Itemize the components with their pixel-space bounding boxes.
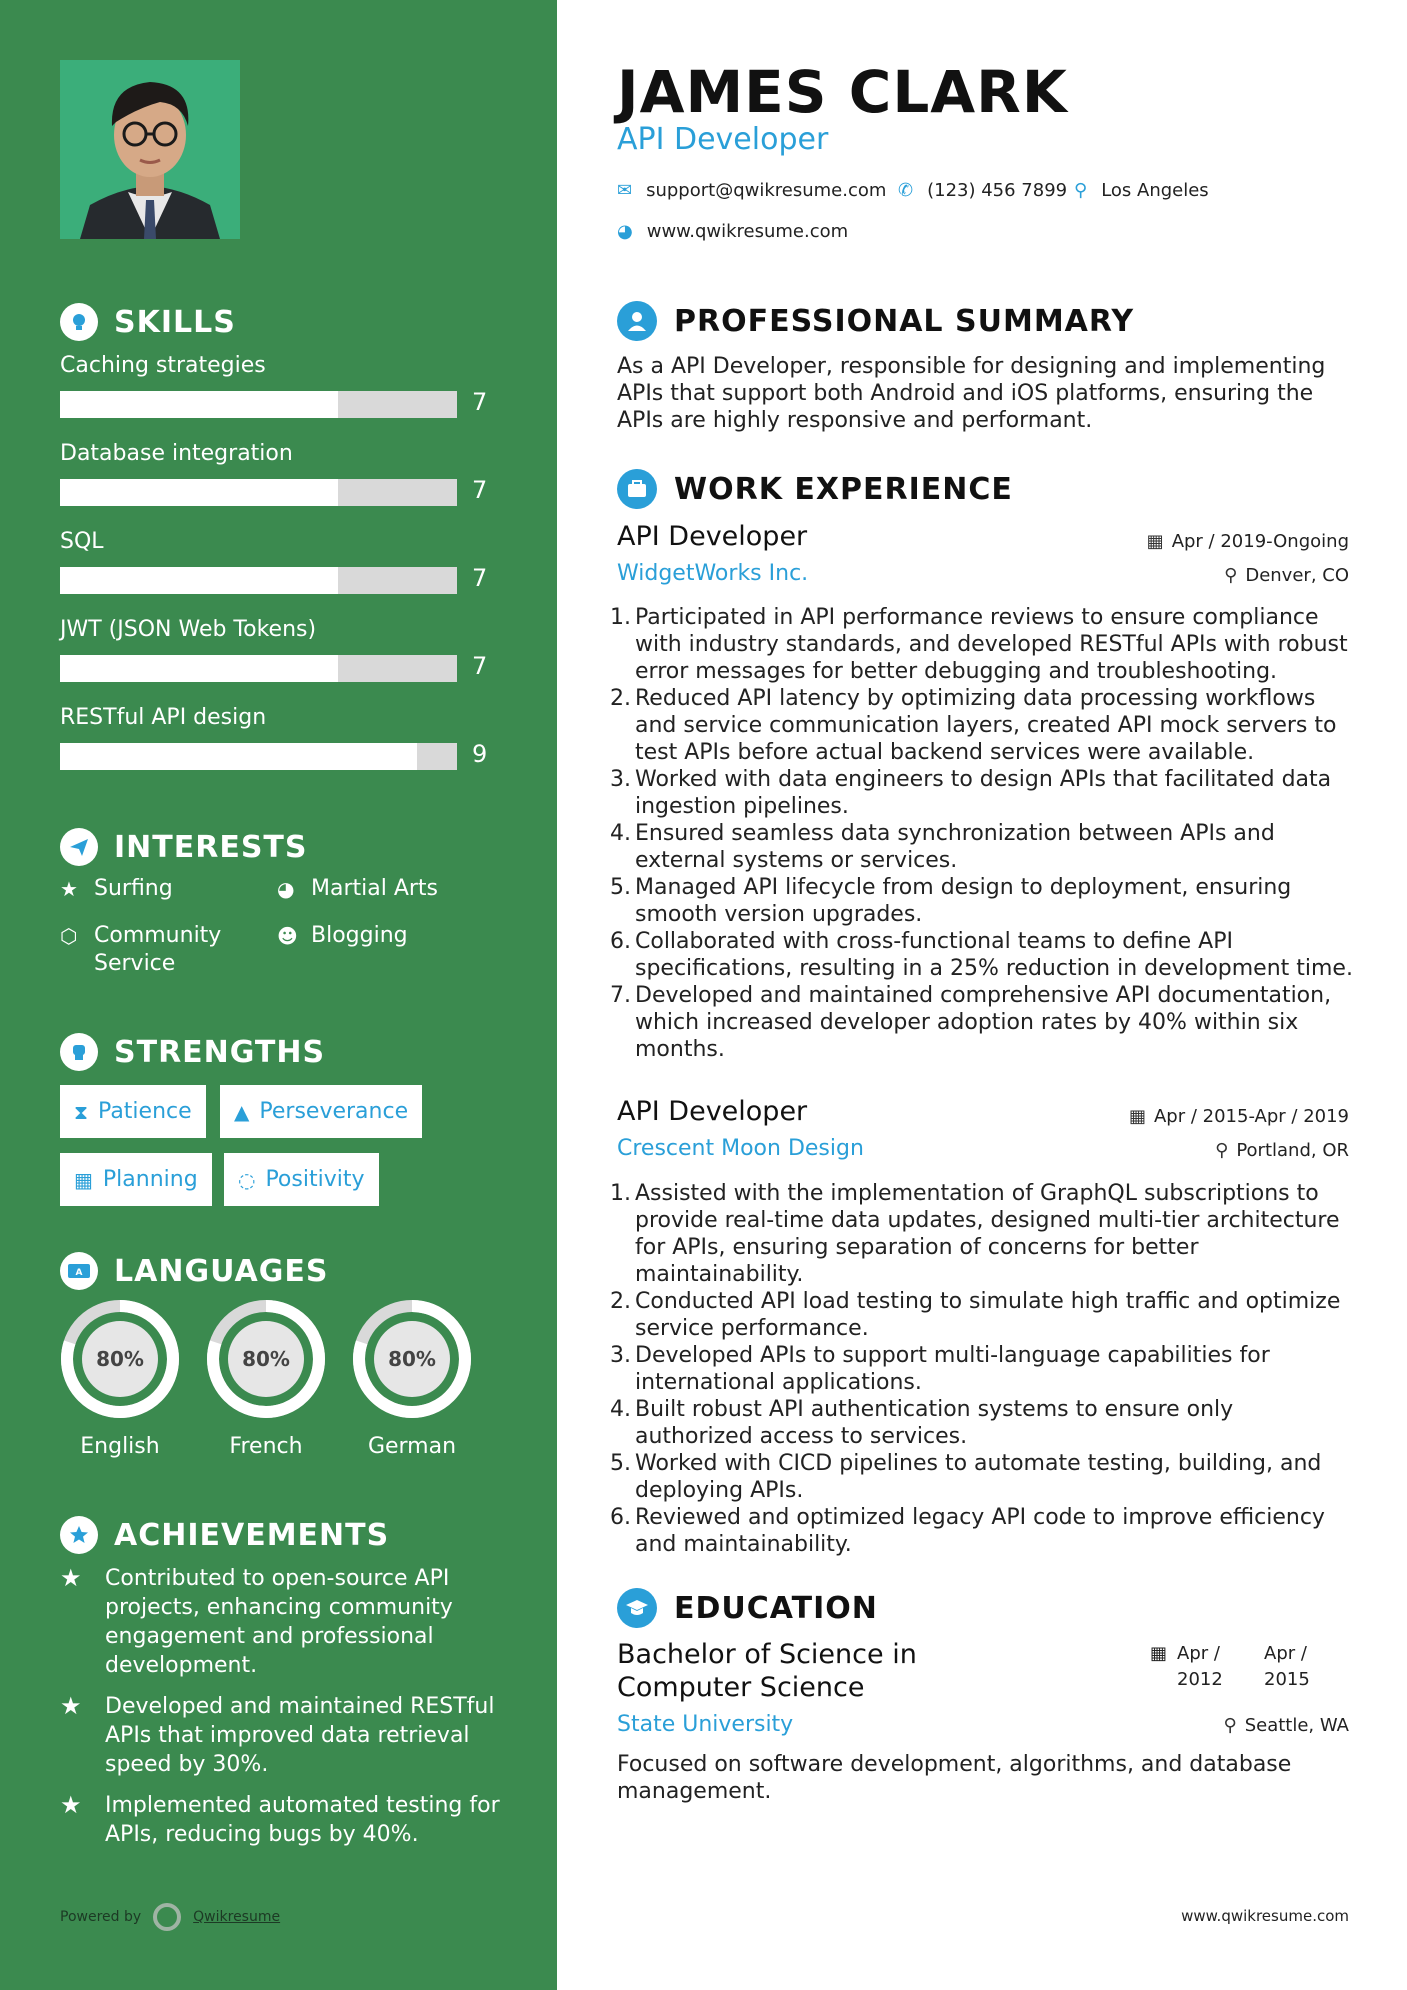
responsibility-item — [610, 874, 1355, 928]
language-percent: 80% — [96, 1347, 144, 1371]
skill-value: 7 — [472, 652, 488, 680]
item-number: 1. — [610, 1181, 631, 1206]
responsibility-item — [610, 604, 1355, 685]
responsibility-text: Reviewed and optimized legacy API code to improve efficiency and maintainability. — [635, 1505, 1325, 1557]
job-company: Crescent Moon Design — [617, 1136, 864, 1161]
globe-icon: ◕ — [277, 877, 295, 901]
qwikresume-logo-icon — [153, 1903, 181, 1931]
language-ring — [351, 1298, 473, 1420]
job-dates — [1129, 1106, 1349, 1127]
responsibility-item — [610, 685, 1355, 766]
contact-phone[interactable] — [898, 180, 1067, 201]
footer-website[interactable]: www.qwikresume.com — [1181, 1907, 1349, 1925]
powered-by — [60, 1903, 280, 1931]
location-text: Los Angeles — [1101, 180, 1209, 201]
map-pin-icon: ⚲ — [1224, 565, 1238, 586]
lightbulb-icon — [60, 303, 98, 341]
item-number: 2. — [610, 686, 631, 711]
strength-label: Planning — [102, 1167, 198, 1192]
language-name: French — [229, 1434, 303, 1459]
languages-heading — [60, 1250, 328, 1292]
achievements-title: ACHIEVEMENTS — [114, 1517, 390, 1553]
email-text: support@qwikresume.com — [646, 180, 887, 201]
interest-label: Blogging — [311, 923, 408, 948]
skill-bar — [60, 391, 457, 418]
responsibility-item — [610, 1450, 1355, 1504]
job-dates-text: Apr / 2019-Ongoing — [1171, 531, 1349, 552]
skills-title: SKILLS — [114, 304, 236, 340]
language-ring — [59, 1298, 181, 1420]
users-icon: ☻ — [277, 924, 298, 948]
item-number: 3. — [610, 767, 631, 792]
job-dates-text: Apr / 2015-Apr / 2019 — [1153, 1106, 1349, 1127]
skill-name: SQL — [60, 529, 104, 554]
paper-plane-icon — [60, 828, 98, 866]
education-school: State University — [617, 1712, 794, 1737]
skill-value: 7 — [472, 564, 488, 592]
responsibility-text: Collaborated with cross-functional teams to define API specifications, resulting in a 25% reduction in development time. — [635, 929, 1353, 981]
job-title: API Developer — [617, 1096, 808, 1127]
item-number: 5. — [610, 875, 631, 900]
achievements-heading — [60, 1514, 389, 1556]
interests-heading — [60, 826, 308, 868]
skills-heading — [60, 301, 236, 343]
item-number: 2. — [610, 1289, 631, 1314]
responsibility-text: Developed APIs to support multi-language capabilities for international applications. — [635, 1343, 1270, 1395]
responsibility-item — [610, 928, 1355, 982]
phone-text: (123) 456 7899 — [927, 180, 1068, 201]
job-title: API Developer — [617, 521, 808, 552]
shooting-star-icon: ★ — [60, 1791, 82, 1819]
strength-tag-positivity — [224, 1153, 379, 1206]
skill-name: Database integration — [60, 441, 293, 466]
responsibility-text: Reduced API latency by optimizing data processing workflows and service communication layers, created API mock servers to test APIs before actual backend services were available. — [635, 686, 1337, 765]
achievement-item — [60, 1692, 500, 1779]
language-percent: 80% — [388, 1347, 436, 1371]
powered-brand-link[interactable]: Qwikresume — [193, 1909, 281, 1925]
experience-heading — [617, 468, 1013, 510]
language-name: English — [80, 1434, 160, 1459]
candidate-name: JAMES CLARK — [617, 58, 1068, 126]
briefcase-icon — [617, 469, 657, 509]
shooting-star-icon: ★ — [60, 1692, 82, 1720]
item-number: 1. — [610, 605, 631, 630]
envelope-icon: ✉ — [617, 180, 633, 201]
job-responsibilities — [610, 1180, 1355, 1558]
job-dates — [1147, 531, 1349, 552]
sidebar — [0, 0, 557, 1990]
skill-bar-fill — [60, 479, 338, 506]
responsibility-text: Built robust API authentication systems to ensure only authorized access to services. — [635, 1397, 1234, 1449]
website-text: www.qwikresume.com — [646, 221, 849, 242]
summary-title: PROFESSIONAL SUMMARY — [674, 303, 1135, 339]
avatar — [60, 60, 240, 239]
language-name: German — [367, 1434, 457, 1459]
calendar-icon: ▦ — [74, 1167, 93, 1192]
responsibility-text: Developed and maintained comprehensive API documentation, which increased developer adoption rates by 40% within six months. — [635, 983, 1332, 1062]
interest-label: Community Service — [94, 923, 222, 976]
item-number: 3. — [610, 1343, 631, 1368]
skill-bar — [60, 655, 457, 682]
calendar-icon: ▦ — [1128, 1106, 1146, 1127]
strength-tag-patience — [60, 1085, 206, 1138]
responsibility-text: Assisted with the implementation of GraphQL subscriptions to provide real-time data updates, designed multi-tier architecture for APIs, ensuring separation of concerns for better maintainability. — [635, 1181, 1340, 1287]
circle-notch-icon: ◌ — [238, 1167, 256, 1192]
hourglass-icon: ⧗ — [74, 1099, 89, 1124]
skill-value: 7 — [472, 476, 488, 504]
summary-heading — [617, 300, 1134, 342]
interest-label: Surfing — [94, 876, 173, 901]
responsibility-text: Worked with data engineers to design APIs that facilitated data ingestion pipelines. — [635, 767, 1332, 819]
education-heading — [617, 1587, 878, 1629]
user-icon — [617, 301, 657, 341]
strength-tag-perseverance — [220, 1085, 422, 1138]
item-number: 4. — [610, 821, 631, 846]
education-description: Focused on software development, algorithms, and database management. — [617, 1752, 1292, 1804]
responsibility-text: Worked with CICD pipelines to automate testing, building, and deploying APIs. — [635, 1451, 1322, 1503]
job-location — [1224, 565, 1349, 586]
skill-bar-fill — [60, 567, 338, 594]
map-pin-icon: ⚲ — [1223, 1715, 1237, 1736]
language-ring — [205, 1298, 327, 1420]
education-title: EDUCATION — [674, 1590, 878, 1626]
profile-photo — [60, 60, 240, 239]
star-icon: ★ — [60, 877, 78, 901]
interest-label: Martial Arts — [311, 876, 439, 901]
contact-location — [1074, 180, 1209, 201]
job-company: WidgetWorks Inc. — [617, 561, 809, 586]
skill-bar-fill — [60, 743, 417, 770]
achievement-item — [60, 1791, 500, 1849]
interest-item-surfing — [60, 875, 173, 903]
powered-prefix: Powered by — [60, 1909, 142, 1925]
skill-bar — [60, 567, 457, 594]
responsibility-item — [610, 820, 1355, 874]
interests-title: INTERESTS — [114, 829, 308, 865]
education-start: Apr / 2012 — [1177, 1643, 1223, 1690]
education-calendar-icon: ▦ — [1150, 1643, 1168, 1664]
experience-title: WORK EXPERIENCE — [674, 471, 1013, 507]
languages-title: LANGUAGES — [114, 1253, 329, 1289]
item-number: 7. — [610, 983, 631, 1008]
skill-name: Caching strategies — [60, 353, 266, 378]
globe-icon: ◕ — [617, 221, 633, 242]
strength-label: Positivity — [265, 1167, 365, 1192]
education-end: Apr / 2015 — [1264, 1643, 1310, 1690]
education-degree: Bachelor of Science in Computer Science — [617, 1639, 917, 1703]
education-location-text: Seattle, WA — [1244, 1715, 1349, 1736]
contact-website[interactable] — [617, 221, 848, 242]
language-icon — [60, 1252, 98, 1290]
job-location-text: Denver, CO — [1245, 565, 1349, 586]
achievement-item — [60, 1564, 500, 1680]
item-number: 5. — [610, 1451, 631, 1476]
job-location-text: Portland, OR — [1236, 1140, 1349, 1161]
calendar-icon: ▦ — [1146, 531, 1164, 552]
skill-bar — [60, 479, 457, 506]
item-number: 6. — [610, 1505, 631, 1530]
responsibility-text: Ensured seamless data synchronization between APIs and external systems or services. — [635, 821, 1275, 873]
interest-item-martial-arts — [277, 875, 438, 903]
responsibility-item — [610, 1342, 1355, 1396]
shield-icon: ⬡ — [60, 924, 78, 948]
skill-bar-fill — [60, 391, 338, 418]
job-responsibilities — [610, 604, 1355, 1063]
achievement-text: Implemented automated testing for APIs, reducing bugs by 40%. — [105, 1793, 500, 1847]
strength-tag-planning — [60, 1153, 212, 1206]
achievement-text: Developed and maintained RESTful APIs that improved data retrieval speed by 30%. — [105, 1694, 495, 1777]
interest-item-blogging — [277, 922, 408, 950]
responsibility-item — [610, 1180, 1355, 1288]
interest-item-community-service — [60, 922, 260, 978]
graduation-icon — [617, 1588, 657, 1628]
responsibility-item — [610, 982, 1355, 1063]
phone-icon: ✆ — [898, 180, 914, 201]
fist-icon — [60, 1033, 98, 1071]
responsibility-item — [610, 1288, 1355, 1342]
skill-value: 7 — [472, 388, 488, 416]
responsibility-item — [610, 1396, 1355, 1450]
responsibility-text: Participated in API performance reviews to ensure compliance with industry standards, and developed RESTful APIs with robust error messages for better debugging and troubleshooting. — [635, 605, 1348, 684]
map-pin-icon: ⚲ — [1074, 180, 1088, 201]
responsibility-text: Managed API lifecycle from design to deployment, ensuring smooth version upgrades. — [635, 875, 1292, 927]
achievement-text: Contributed to open-source API projects, enhancing community engagement and professional development. — [105, 1566, 453, 1678]
responsibility-text: Conducted API load testing to simulate high traffic and optimize service performance. — [635, 1289, 1341, 1341]
strengths-title: STRENGTHS — [114, 1034, 326, 1070]
item-number: 4. — [610, 1397, 631, 1422]
education-location — [1224, 1715, 1349, 1736]
star-badge-icon — [60, 1516, 98, 1554]
road-icon: ▲ — [234, 1099, 250, 1124]
language-percent: 80% — [242, 1347, 290, 1371]
summary-text: As a API Developer, responsible for designing and implementing APIs that support both Android and iOS platforms, ensuring the APIs are highly responsive and performant. — [617, 354, 1326, 433]
candidate-role: API Developer — [617, 122, 829, 157]
skill-bar-fill — [60, 655, 338, 682]
strength-label: Patience — [98, 1099, 192, 1124]
skill-name: JWT (JSON Web Tokens) — [60, 617, 317, 642]
strength-label: Perseverance — [259, 1099, 409, 1124]
skill-name: RESTful API design — [60, 705, 267, 730]
responsibility-item — [610, 1504, 1355, 1558]
svg-text:A: A — [75, 1268, 83, 1278]
contact-email[interactable] — [617, 180, 886, 201]
job-location — [1215, 1140, 1349, 1161]
item-number: 6. — [610, 929, 631, 954]
strengths-heading — [60, 1031, 325, 1073]
map-pin-icon: ⚲ — [1215, 1140, 1229, 1161]
skill-value: 9 — [472, 740, 488, 768]
skill-bar — [60, 743, 457, 770]
shooting-star-icon: ★ — [60, 1564, 82, 1592]
responsibility-item — [610, 766, 1355, 820]
